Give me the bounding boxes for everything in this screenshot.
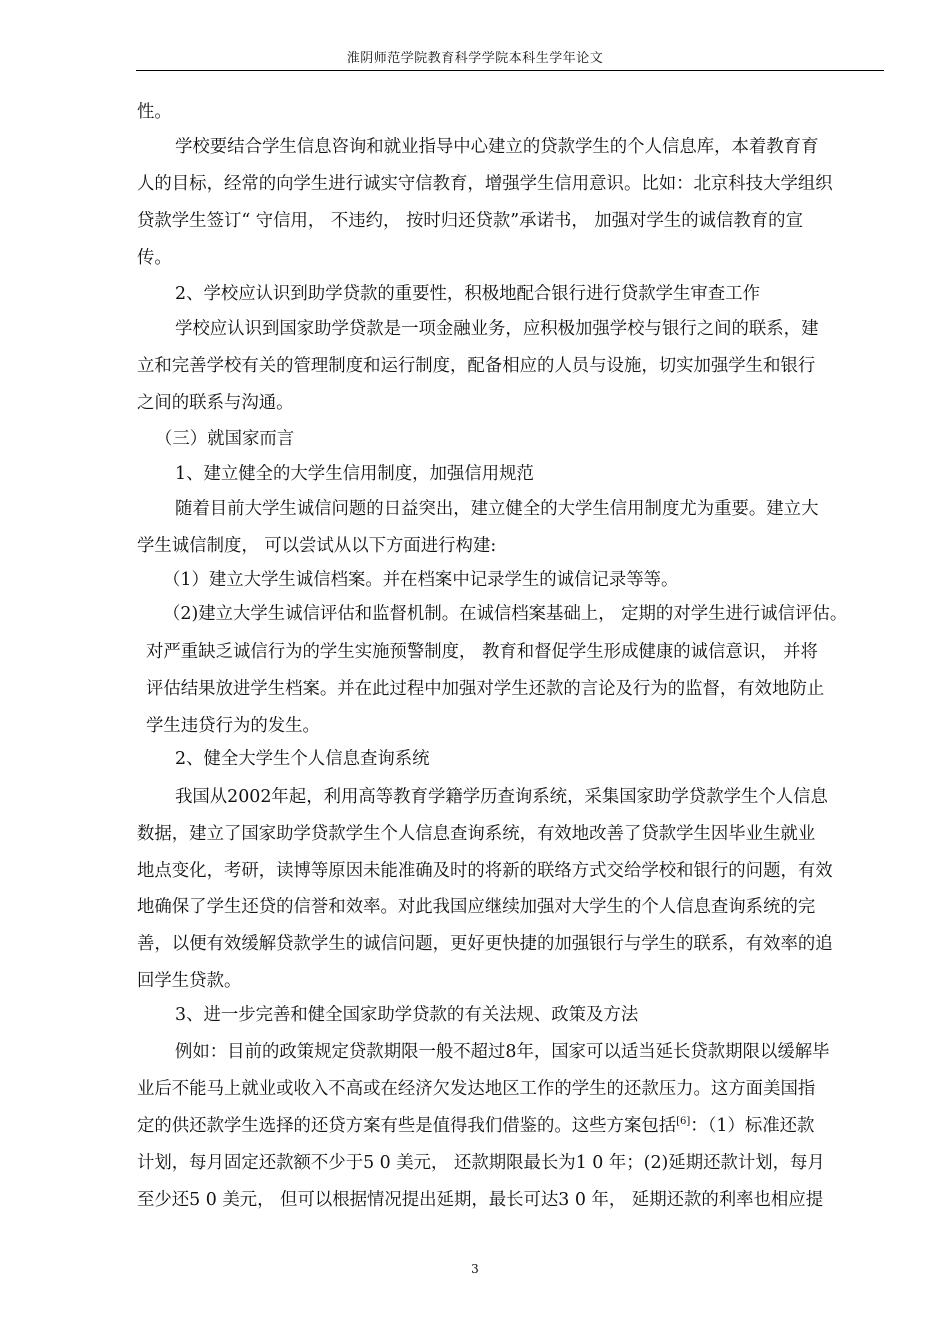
text-line: 地确保了学生还贷的信誉和效率。对此我国应继续加强对大学生的个人信息查询系统的完 — [137, 897, 816, 917]
text-line: 地点变化，考研，读博等原因未能准确及时的将新的联络方式交给学校和银行的问题，有效 — [137, 861, 833, 881]
text-line: 性。 — [137, 102, 172, 122]
section-heading: 2、学校应认识到助学贷款的重要性，积极地配合银行进行贷款学生审查工作 — [175, 284, 760, 304]
running-header: 淮阴师范学院教育科学学院本科生学年论文 — [346, 51, 604, 66]
section-heading: （三）就国家而言 — [155, 429, 295, 449]
text-line: 至少还5 0 美元， 但可以根据情况提出延期，最长可达3 0 年， 延期还款的利率也相应提 — [137, 1190, 824, 1210]
citation-ref: [6] — [676, 1116, 691, 1127]
text-line: 立和完善学校有关的管理制度和运行制度，配备相应的人员与设施，切实加强学生和银行 — [137, 356, 816, 376]
text-line: 之间的联系与沟通。 — [137, 393, 294, 413]
text-line: 评估结果放进学生档案。并在此过程中加强对学生还款的言论及行为的监督，有效地防止 — [146, 679, 825, 699]
text-line — [137, 1115, 814, 1137]
text-line: 学校要结合学生信息咨询和就业指导中心建立的贷款学生的个人信息库，本着教育育 — [175, 137, 819, 157]
header-rule — [136, 70, 884, 71]
text-line: 回学生贷款。 — [137, 971, 242, 991]
text-line: 计划，每月固定还款额不少于5 0 美元， 还款期限最长为1 0 年；(2)延期还款计划，每月 — [137, 1153, 825, 1173]
page-number: 3 — [471, 1262, 479, 1276]
text-fragment: 定的供还款学生选择的还贷方案有些是值得我们借鉴的。这些方案包括 — [137, 1116, 677, 1136]
text-fragment: ：（1）标准还款 — [690, 1116, 815, 1136]
list-item: （1）建立大学生诚信档案。并在档案中记录学生的诚信记录等等。 — [163, 570, 679, 590]
section-heading: 1、建立健全的大学生信用制度，加强信用规范 — [175, 464, 534, 484]
text-line: 人的目标，经常的向学生进行诚实守信教育，增强学生信用意识。比如：北京科技大学组织 — [137, 174, 833, 194]
text-line: 学生诚信制度， 可以尝试从以下方面进行构建: — [137, 536, 497, 556]
text-line: 我国从2002年起，利用高等教育学籍学历查询系统，采集国家助学贷款学生个人信息 — [175, 787, 828, 807]
text-line: 传。 — [137, 248, 172, 268]
list-item: （2)建立大学生诚信评估和监督机制。在诚信档案基础上， 定期的对学生进行诚信评估。 — [163, 604, 848, 624]
text-line: 学生违贷行为的发生。 — [146, 716, 320, 736]
text-line: 例如：目前的政策规定贷款期限一般不超过8年，国家可以适当延长贷款期限以缓解毕 — [175, 1042, 830, 1062]
text-line: 贷款学生签订“ 守信用， 不违约， 按时归还贷款”承诺书， 加强对学生的诚信教育的宣 — [137, 211, 803, 231]
text-line: 对严重缺乏诚信行为的学生实施预警制度， 教育和督促学生形成健康的诚信意识， 并将 — [146, 642, 818, 662]
text-line: 随着目前大学生诚信问题的日益突出，建立健全的大学生信用制度尤为重要。建立大 — [175, 499, 819, 519]
text-line: 学校应认识到国家助学贷款是一项金融业务，应积极加强学校与银行之间的联系，建 — [175, 319, 819, 339]
section-heading: 2、健全大学生个人信息查询系统 — [175, 749, 430, 769]
text-line: 数据，建立了国家助学贷款学生个人信息查询系统，有效地改善了贷款学生因毕业生就业 — [137, 824, 816, 844]
section-heading: 3、进一步完善和健全国家助学贷款的有关法规、政策及方法 — [175, 1005, 639, 1025]
text-line: 善，以便有效缓解贷款学生的诚信问题，更好更快捷的加强银行与学生的联系，有效率的追 — [137, 934, 833, 954]
text-line: 业后不能马上就业或收入不高或在经济欠发达地区工作的学生的还款压力。这方面美国指 — [137, 1079, 816, 1099]
